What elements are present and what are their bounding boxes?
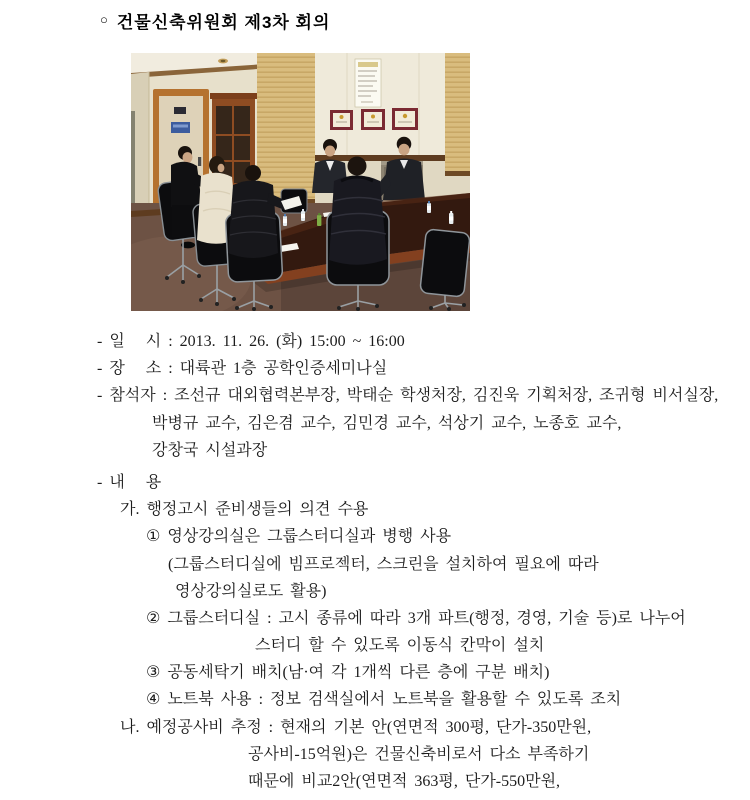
line-place: - 장 소 : 대륙관 1층 공학인증세미나실 [97,360,388,378]
line-item-1-cont-2: 영상강의실로도 활용) [175,582,327,600]
line-item-3: ③ 공동세탁기 배치(남·여 각 1개씩 다른 층에 구분 배치) [146,664,550,682]
document-body [97,328,737,795]
meeting-photo [131,53,470,311]
wall-notice [355,59,381,107]
meeting-room-scene [131,53,470,311]
line-contents-header: - 내 용 [97,473,162,491]
line-attendees-2: 박병규 교수, 김은겸 교수, 김민경 교수, 석상기 교수, 노종호 교수, [152,414,622,432]
line-attendees-3: 강창국 시설과장 [152,441,268,459]
line-attendees-1: - 참석자 : 조선규 대외협력본부장, 박태순 학생처장, 김진욱 기획처장, 조귀형 비서실장, [97,387,719,405]
title-bullet-icon: ○ [100,12,109,27]
line-item-2-cont: 스터디 할 수 있도록 이동식 칸막이 설치 [255,637,545,655]
window-blinds-right [445,53,470,176]
line-item-na: 나. 예정공사비 추정 : 현재의 기본 안(연면적 300평, 단가-350만원, [120,718,592,736]
page-title [100,8,330,33]
line-item-ga: 가. 행정고시 준비생들의 의견 수용 [120,501,369,519]
line-item-1-cont-1: (그룹스터디실에 빔프로젝터, 스크린을 설치하여 필요에 따라 [168,555,599,573]
framed-certificates [330,108,418,130]
window-blinds-center [257,53,315,205]
line-item-2: ② 그룹스터디실 : 고시 종류에 따라 3개 파트(행정, 경영, 기술 등)로 나누어 [146,609,686,627]
line-item-4: ④ 노트북 사용 : 정보 검색실에서 노트북을 활용할 수 있도록 조치 [146,691,622,709]
line-item-na-cont-1: 공사비-15억원)은 건물신축비로서 다소 부족하기 [248,745,590,763]
title-text: 건물신축위원회 제3차 회의 [116,13,331,32]
line-item-na-cont-2: 때문에 비교2안(연면적 363평, 단가-550만원, [248,773,561,790]
line-date: - 일 시 : 2013. 11. 26. (화) 15:00 ~ 16:00 [97,333,405,350]
line-item-1: ① 영상강의실은 그룹스터디실과 병행 사용 [146,528,452,546]
